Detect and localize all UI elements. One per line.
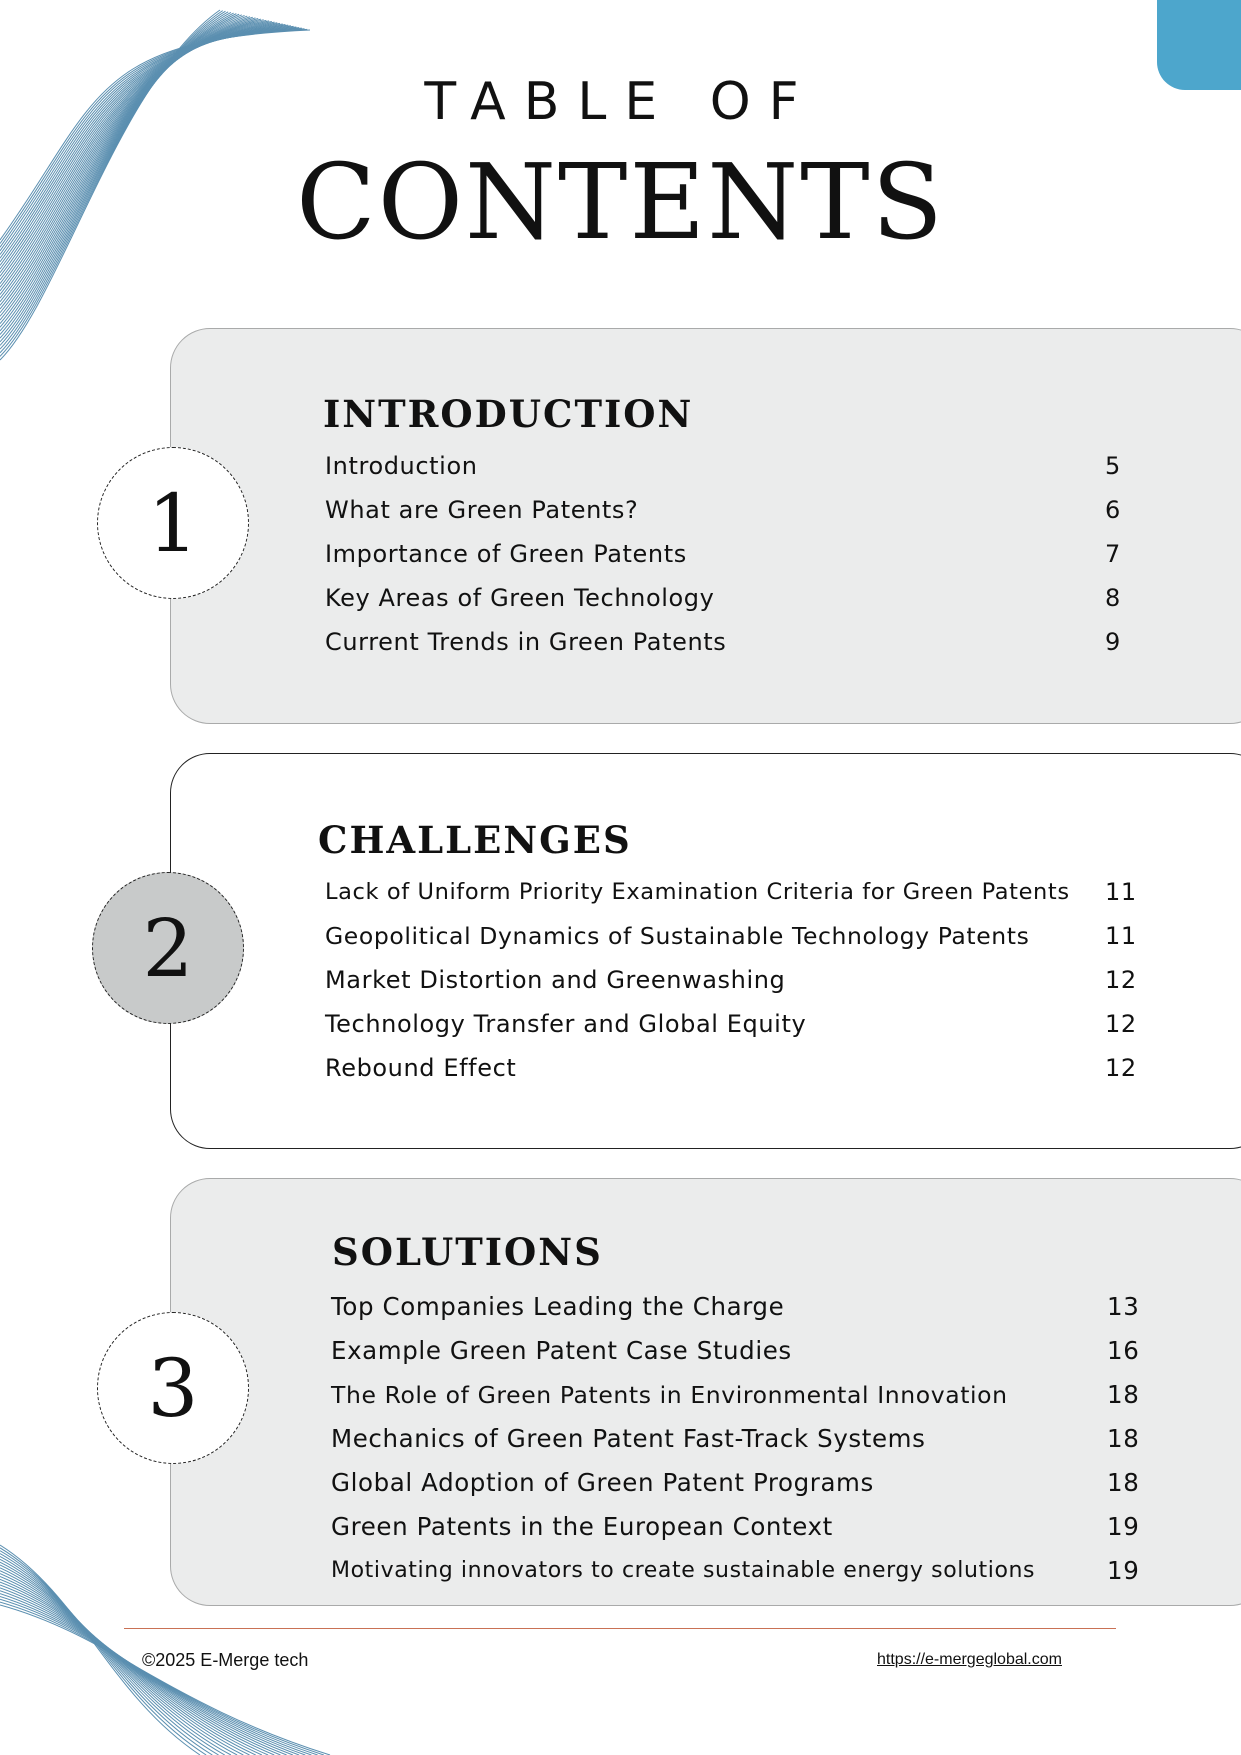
page-title-main: CONTENTS bbox=[296, 141, 945, 263]
toc-entry-label: Lack of Uniform Priority Examination Criteria for Green Patents bbox=[325, 879, 1070, 905]
toc-entry-page: 19 bbox=[1107, 1512, 1140, 1541]
toc-entry-page: 7 bbox=[1105, 540, 1121, 568]
toc-entry-label: Motivating innovators to create sustainable energy solutions bbox=[331, 1558, 1036, 1583]
footer-copyright: ©2025 E-Merge tech bbox=[142, 1650, 309, 1670]
toc-entry-label: Green Patents in the European Context bbox=[331, 1512, 833, 1541]
toc-entry-page: 12 bbox=[1105, 1054, 1137, 1082]
toc-entry-label: Importance of Green Patents bbox=[325, 540, 687, 568]
toc-list-challenges bbox=[325, 870, 1155, 1090]
toc-entry-page: 12 bbox=[1105, 966, 1137, 994]
toc-entry-page: 11 bbox=[1105, 922, 1137, 950]
toc-entry-label: Top Companies Leading the Charge bbox=[331, 1292, 785, 1321]
toc-entry[interactable] bbox=[331, 1329, 1161, 1373]
toc-entry-page: 9 bbox=[1105, 628, 1121, 656]
toc-entry[interactable] bbox=[325, 532, 1145, 576]
toc-entry-label: Introduction bbox=[325, 452, 478, 480]
toc-entry-label: Geopolitical Dynamics of Sustainable Technology Patents bbox=[325, 922, 1030, 950]
toc-entry-label: What are Green Patents? bbox=[325, 496, 639, 524]
section-number-circle-3: 3 bbox=[97, 1312, 249, 1464]
toc-entry-label: The Role of Green Patents in Environmental Innovation bbox=[331, 1381, 1008, 1409]
section-heading-introduction: INTRODUCTION bbox=[323, 392, 694, 436]
toc-entry-page: 18 bbox=[1107, 1468, 1140, 1497]
toc-entry[interactable] bbox=[331, 1373, 1161, 1417]
toc-entry[interactable] bbox=[325, 576, 1145, 620]
toc-entry-page: 16 bbox=[1107, 1336, 1140, 1365]
toc-entry-label: Technology Transfer and Global Equity bbox=[325, 1010, 807, 1038]
toc-entry[interactable] bbox=[325, 620, 1145, 664]
footer-divider bbox=[124, 1628, 1116, 1629]
toc-entry-page: 18 bbox=[1107, 1424, 1140, 1453]
toc-list-solutions bbox=[331, 1285, 1161, 1593]
toc-entry[interactable] bbox=[325, 958, 1155, 1002]
toc-entry-page: 6 bbox=[1105, 496, 1121, 524]
toc-entry[interactable] bbox=[325, 1002, 1155, 1046]
toc-entry[interactable] bbox=[331, 1505, 1161, 1549]
toc-entry[interactable] bbox=[331, 1285, 1161, 1329]
section-number-circle-1: 1 bbox=[97, 447, 249, 599]
toc-entry-page: 18 bbox=[1107, 1380, 1140, 1409]
section-heading-challenges: CHALLENGES bbox=[318, 818, 632, 862]
section-number-circle-2: 2 bbox=[92, 872, 244, 1024]
toc-entry-label: Key Areas of Green Technology bbox=[325, 584, 715, 612]
toc-entry[interactable] bbox=[331, 1549, 1161, 1593]
toc-entry[interactable] bbox=[331, 1461, 1161, 1505]
toc-entry-label: Global Adoption of Green Patent Programs bbox=[331, 1468, 874, 1497]
toc-entry-page: 11 bbox=[1105, 878, 1137, 906]
toc-entry[interactable] bbox=[325, 488, 1145, 532]
toc-list-introduction bbox=[325, 444, 1145, 664]
footer-website-link[interactable]: https://e-mergeglobal.com bbox=[877, 1651, 1062, 1668]
toc-entry-label: Example Green Patent Case Studies bbox=[331, 1336, 792, 1365]
toc-entry-page: 5 bbox=[1105, 452, 1121, 480]
toc-entry-label: Mechanics of Green Patent Fast-Track Systems bbox=[331, 1424, 926, 1453]
toc-entry-page: 8 bbox=[1105, 584, 1121, 612]
toc-entry-page: 19 bbox=[1107, 1556, 1140, 1585]
toc-entry-label: Market Distortion and Greenwashing bbox=[325, 966, 786, 994]
page-title-top: TABLE OF bbox=[424, 72, 817, 132]
toc-entry-label: Current Trends in Green Patents bbox=[325, 628, 727, 656]
toc-entry[interactable] bbox=[325, 1046, 1155, 1090]
toc-entry-page: 13 bbox=[1107, 1292, 1140, 1321]
section-heading-solutions: SOLUTIONS bbox=[332, 1230, 603, 1274]
toc-entry[interactable] bbox=[325, 870, 1155, 914]
toc-entry[interactable] bbox=[331, 1417, 1161, 1461]
toc-entry[interactable] bbox=[325, 444, 1145, 488]
toc-entry-label: Rebound Effect bbox=[325, 1054, 517, 1082]
toc-entry-page: 12 bbox=[1105, 1010, 1137, 1038]
toc-entry[interactable] bbox=[325, 914, 1155, 958]
